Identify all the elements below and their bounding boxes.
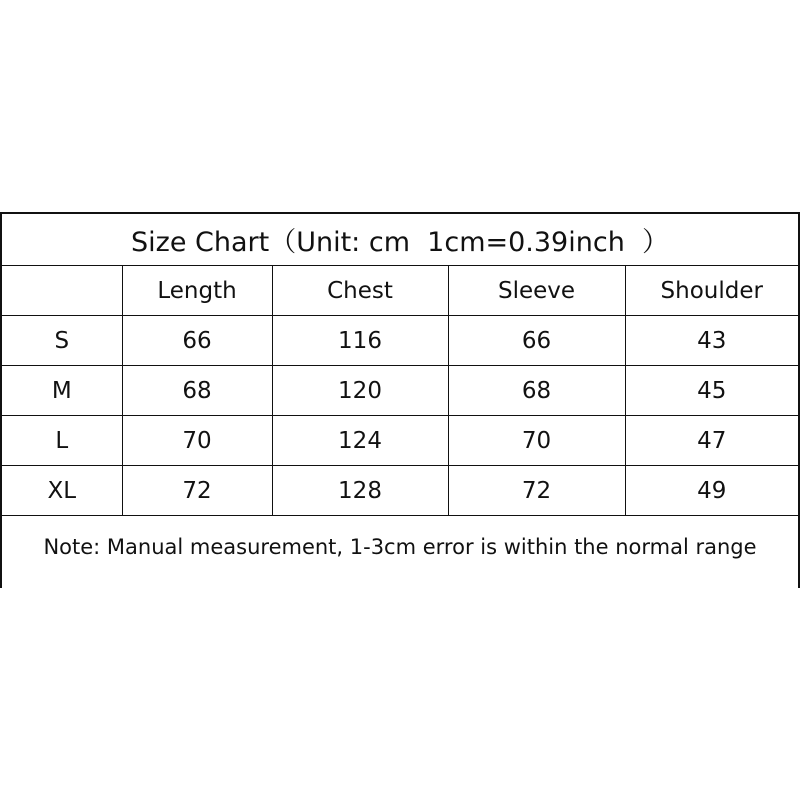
length-cell: 66 bbox=[122, 316, 272, 366]
size-chart bbox=[0, 212, 800, 588]
header-cell-length: Length bbox=[122, 266, 272, 316]
chest-cell: 120 bbox=[272, 366, 448, 416]
header-cell-size bbox=[2, 266, 122, 316]
table-row bbox=[2, 316, 798, 366]
size-table bbox=[2, 265, 798, 579]
measurement-note: Note: Manual measurement, 1-3cm error is within the normal range bbox=[2, 516, 798, 579]
table-row bbox=[2, 416, 798, 466]
note-row bbox=[2, 516, 798, 579]
length-cell: 70 bbox=[122, 416, 272, 466]
sleeve-cell: 66 bbox=[448, 316, 625, 366]
chest-cell: 124 bbox=[272, 416, 448, 466]
size-label-cell: XL bbox=[2, 466, 122, 516]
shoulder-cell: 47 bbox=[625, 416, 798, 466]
header-row bbox=[2, 266, 798, 316]
size-label-cell: S bbox=[2, 316, 122, 366]
sleeve-cell: 68 bbox=[448, 366, 625, 416]
table-row bbox=[2, 366, 798, 416]
chest-cell: 116 bbox=[272, 316, 448, 366]
size-chart-title: Size Chart（Unit: cm 1cm=0.39inch ） bbox=[131, 227, 669, 258]
header-cell-chest: Chest bbox=[272, 266, 448, 316]
size-label-cell: M bbox=[2, 366, 122, 416]
header-cell-shoulder: Shoulder bbox=[625, 266, 798, 316]
chest-cell: 128 bbox=[272, 466, 448, 516]
shoulder-cell: 49 bbox=[625, 466, 798, 516]
length-cell: 72 bbox=[122, 466, 272, 516]
size-label-cell: L bbox=[2, 416, 122, 466]
table-row bbox=[2, 466, 798, 516]
length-cell: 68 bbox=[122, 366, 272, 416]
sleeve-cell: 72 bbox=[448, 466, 625, 516]
shoulder-cell: 45 bbox=[625, 366, 798, 416]
sleeve-cell: 70 bbox=[448, 416, 625, 466]
header-cell-sleeve: Sleeve bbox=[448, 266, 625, 316]
shoulder-cell: 43 bbox=[625, 316, 798, 366]
